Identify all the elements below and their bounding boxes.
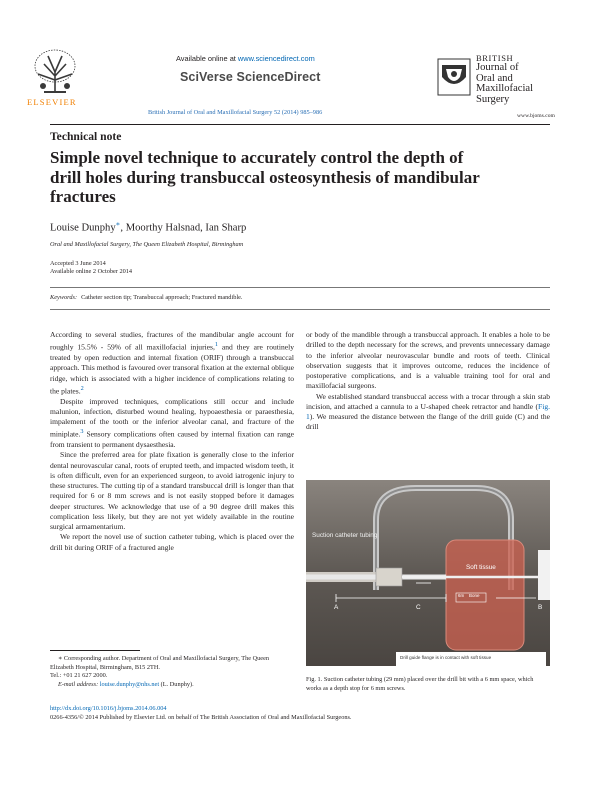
p2-text: Despite improved techniques, complications still occur and include malunion, infection, disturbed wound healing, hypoaesthesia or paraesthesia, impalement of the tooth or the inferior alveolar canal, and fracture of the miniplate.	[50, 396, 294, 439]
keywords-top-rule	[50, 287, 550, 288]
paragraph-2	[50, 397, 294, 451]
footnote-tel: Tel.: +01 21 627 2000.	[50, 672, 108, 680]
label-c: C	[416, 604, 421, 611]
sciencedirect-link[interactable]: www.sciencedirect.com	[237, 54, 315, 63]
author-rest: , Moorthy Halsnad, Ian Sharp	[120, 222, 247, 234]
paragraph-4: We report the novel use of suction catheter tubing, which is placed over the drill bit during ORIF of a fractured angle	[50, 532, 294, 552]
elsevier-logo	[30, 46, 80, 96]
figure-1-photo	[306, 480, 550, 666]
email-label: E-mail address:	[58, 680, 99, 688]
fig-1-link[interactable]: Fig. 1	[306, 401, 550, 421]
author-first: Louise Dunphy	[50, 222, 116, 234]
paragraph-r2	[306, 392, 550, 433]
body-column-left	[50, 330, 294, 553]
ref-2-link[interactable]: 2	[80, 384, 84, 392]
label-suction-catheter: Suction catheter tubing	[312, 532, 378, 539]
footnote-corresponding	[50, 655, 294, 672]
keywords-label: Keywords:	[50, 294, 78, 301]
header-rule	[50, 124, 550, 125]
footnote-mark: ∗	[58, 655, 63, 662]
online-date: Available online 2 October 2014	[50, 268, 133, 276]
available-online-prefix: Available online at	[176, 54, 238, 63]
p2b-text: Sensory complications often caused by internal fixation can range from transient to permanent dysaesthesia.	[50, 429, 294, 450]
bjoms-url: www.bjoms.com	[517, 113, 555, 119]
bjoms-crest-icon	[436, 57, 472, 97]
doi-block	[50, 705, 352, 722]
paragraph-r1: or body of the mandible through a transbuccal approach. It enables a hole to be drilled to the depth necessary for the screws, and prevents unnecessary damage to the inferior alveolar neurovascular bundle and roots of teeth. Clinical observation suggests that it improves outcome, reduces the incidence of postoperative complications, and is a valuable training tool for oral and maxillofacial surgeons.	[306, 330, 550, 391]
bjoms-line-2: Journal of	[476, 62, 519, 74]
label-6mm: 6m	[458, 593, 465, 598]
bjoms-title-block	[476, 53, 533, 105]
ref-3-link[interactable]: 3	[80, 428, 84, 436]
sciverse-brand: SciVerse ScienceDirect	[180, 70, 321, 84]
article-title: Simple novel technique to accurately control the depth of drill holes during transbuccal osteosynthesis of mandibular fractures	[50, 148, 480, 207]
label-b: B	[538, 604, 543, 611]
bjoms-line-1: BRITISH	[476, 53, 514, 63]
r2-text: We established standard transbuccal access with a trocar through a skin stab incision, and attached a cannula to a U-shaped cheek retractor and handle (	[306, 391, 550, 411]
body-column-right	[306, 330, 550, 433]
email-link[interactable]: louise.dunphy@nhs.net	[99, 680, 160, 688]
paragraph-3: Since the preferred area for plate fixation is generally close to the inferior dental neurovascular canal, roots of erupted teeth, and impacted wisdom teeth, it is often difficult, even for an experienced surgeon, to avoid iatrogenic injury to these structures. The cutting tip of a standard transbuccal drill is longer than that required for 6 or 8 mm screws and is not easily stopped before it damages deeper structures. We acknowledge that use of a 90 degree drill makes this complication less likely, but they are not yet widely available in the routine surgical armamentarium.	[50, 450, 294, 532]
figure-1-caption: Fig. 1. Suction catheter tubing (29 mm) placed over the drill bit with a 6 mm space, which works as a depth stop for 6 mm screws.	[306, 676, 534, 692]
paragraph-1	[50, 330, 294, 397]
keywords-text: Catheter section tip; Transbuccal approach; Fractured mandible.	[81, 294, 243, 301]
bjoms-line-5: Surgery	[476, 93, 510, 105]
footnote-rule	[50, 650, 140, 651]
ref-1-link[interactable]: 1	[214, 341, 218, 349]
elsevier-wordmark: ELSEVIER	[27, 97, 77, 107]
footnote-email-line	[50, 681, 294, 690]
label-soft-tissue: Soft tissue	[466, 564, 496, 571]
p1b-text: and they are routinely treated by open reduction and internal fixation (ORIF) through a transbuccal approach. This method is favoured over transoral fixation at the external oblique ridge, which is associated with a higher incidence of complications relating to the plates.	[50, 342, 294, 396]
available-online-line	[176, 54, 315, 63]
corresponding-mark[interactable]: ∗	[115, 220, 121, 228]
keywords-line	[50, 294, 242, 301]
doi-link[interactable]: http://dx.doi.org/10.1016/j.bjoms.2014.06.004	[50, 705, 167, 712]
label-bone: Bone	[469, 593, 480, 598]
article-type: Technical note	[50, 130, 122, 143]
r2b-text: ). We measured the distance between the flange of the drill guide (C) and the drill	[306, 412, 550, 432]
label-a: A	[334, 604, 339, 611]
copyright-line: 0266-4356/© 2014 Published by Elsevier Ltd. on behalf of The British Association of Oral and Maxillofacial Surgeons.	[50, 713, 352, 721]
p1-text: According to several studies, fractures of the mandibular angle account for roughly 15.5% - 59% of all maxillofacial injuries,	[50, 330, 294, 352]
bjoms-line-4: Maxillofacial	[476, 83, 534, 95]
article-dates	[50, 260, 132, 277]
email-suffix: (L. Dunphy).	[159, 680, 194, 688]
author-list	[50, 220, 246, 234]
bjoms-line-3: Oral and	[476, 72, 513, 84]
label-drill-guide: Drill guide flange is in contact with soft tissue	[400, 655, 492, 660]
footnote	[50, 655, 294, 689]
accepted-date: Accepted 3 June 2014	[50, 260, 106, 267]
footnote-text: Corresponding author. Department of Oral and Maxillofacial Surgery, The Queen Elizabeth Hospital, Birmingham, B15 2TH.	[50, 655, 270, 671]
keywords-bottom-rule	[50, 309, 550, 310]
journal-citation: British Journal of Oral and Maxillofacial Surgery 52 (2014) 985–986	[148, 109, 323, 116]
affiliation: Oral and Maxillofacial Surgery, The Queen Elizabeth Hospital, Birmingham	[50, 241, 244, 248]
